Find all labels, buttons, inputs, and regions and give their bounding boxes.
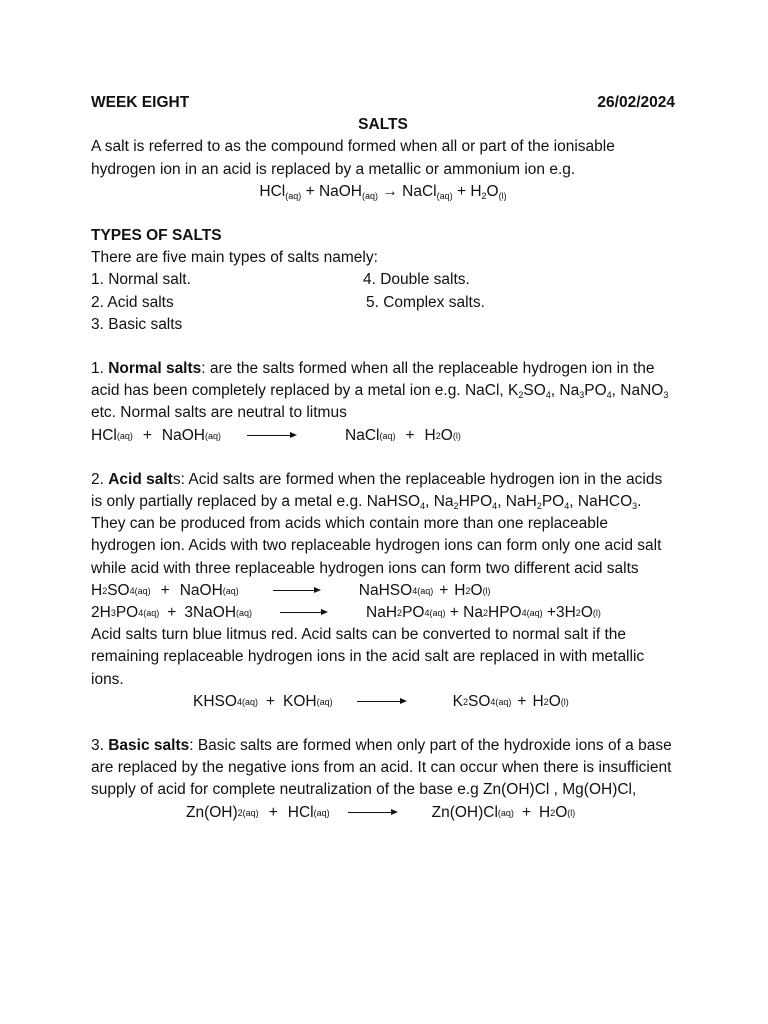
normal-salts-paragraph: 1. Normal salts: are the salts formed when all the replaceable hydrogen ion in the acid has been completely replaced by a metal ion e.g. NaCl, $K_2SO_4$, $Na_3PO_4$, NaNO$_3$ etc. Normal salts are neutral to litmus bbox=[91, 360, 669, 422]
list-item: 5. Complex salts. bbox=[366, 293, 485, 311]
equation-acid-2: 2H 3 PO 4(aq) + 3NaOH (aq) NaH 2 PO 4(aq) + Na 2 HPO 4(aq) +3H 2 O (l) bbox=[91, 604, 601, 622]
equation-normal: HCl (aq) + NaOH (aq) NaCl (aq) + H 2 O (l) bbox=[91, 426, 461, 444]
list-item: 1. Normal salt. bbox=[91, 271, 191, 289]
types-lead: There are five main types of salts namely: bbox=[91, 249, 378, 267]
page-title: SALTS bbox=[358, 116, 408, 134]
arrow-icon bbox=[273, 586, 321, 596]
types-heading: TYPES OF SALTS bbox=[91, 227, 222, 245]
arrow-icon bbox=[357, 697, 407, 707]
types-list bbox=[91, 269, 675, 336]
equation-acid-3: KHSO 4(aq) + KOH (aq) K 2 SO 4(aq) + H 2 O (l) bbox=[193, 692, 569, 710]
week-label: WEEK EIGHT bbox=[91, 94, 190, 111]
equation-intro: HCl$_{(aq)}$ + NaOH$_{(aq)}$ → NaCl$_{(aq)}$ + $H_2O_{(l)}$ bbox=[259, 182, 507, 201]
arrow-icon bbox=[348, 808, 398, 818]
list-item: 4. Double salts. bbox=[363, 271, 470, 289]
date-label: 26/02/2024 bbox=[597, 94, 675, 111]
intro-paragraph: A salt is referred to as the compound formed when all or part of the ionisable hydrogen ion in an acid is replaced by a metallic or ammonium ion e.g. bbox=[91, 138, 615, 178]
acid-salts-paragraph: 2. Acid salts: Acid salts are formed when the replaceable hydrogen ion in the acids is only partially replaced by a metal e.g. NaHSO$_4$, $Na_2HPO_4$, $NaH_2PO_4$, NaHCO$_3$. They can be produced from acids which contain more than one replaceable hydrogen ion. Acids with two replaceable hydrogen ions can form only one acid salt while acid with three replaceable hydrogen ions can form two different acid salts bbox=[91, 470, 663, 577]
arrow-icon bbox=[280, 608, 328, 618]
list-item: 2. Acid salts bbox=[91, 293, 174, 311]
equation-basic: Zn(OH) 2(aq) + HCl (aq) Zn(OH)Cl (aq) + H 2 O (l) bbox=[186, 803, 576, 821]
document-page bbox=[91, 92, 675, 824]
acid-salts-note: Acid salts turn blue litmus red. Acid salts can be converted to normal salt if the remaining replaceable hydrogen ions in the acid salt are replaced in with metallic ions. bbox=[91, 626, 645, 688]
list-item: 3. Basic salts bbox=[91, 315, 183, 333]
equation-acid-1: H 2 SO 4(aq) + NaOH (aq) NaHSO 4(aq) + H 2 O (l) bbox=[91, 581, 491, 599]
arrow-icon bbox=[247, 431, 297, 441]
header-row bbox=[91, 92, 675, 114]
basic-salts-paragraph: 3. Basic salts: Basic salts are formed when only part of the hydroxide ions of a base are replaced by the negative ions from an acid. It can occur when there is insufficient supply of acid for complete neutralization of the base e.g Zn(OH)Cl , Mg(OH)Cl, bbox=[91, 737, 672, 799]
